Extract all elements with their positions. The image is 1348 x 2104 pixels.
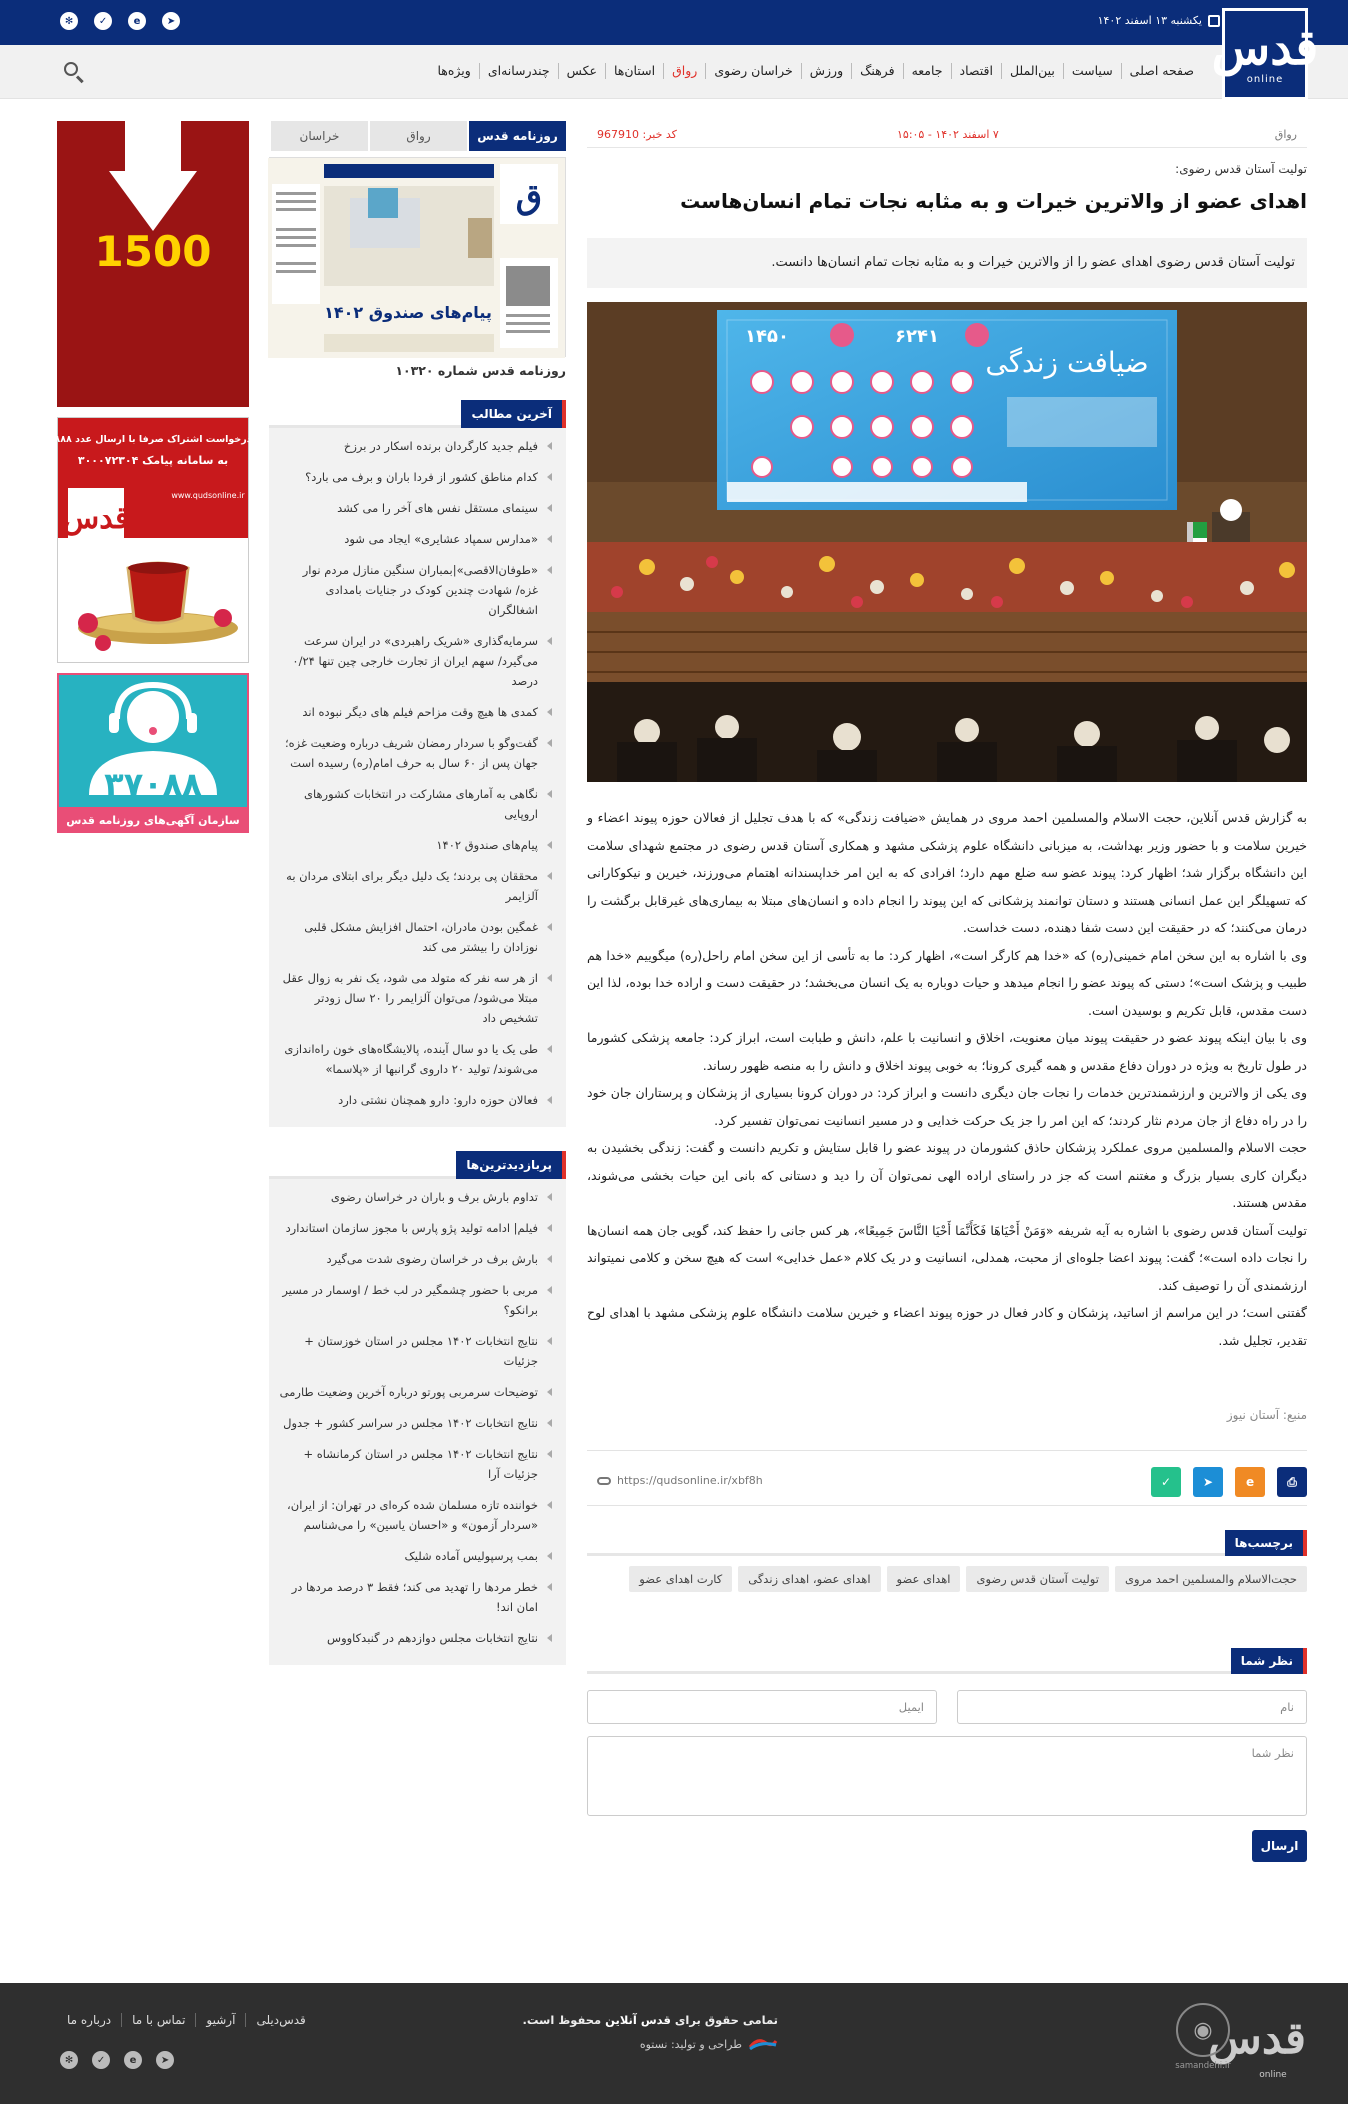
- news-code: کد خبر: 967910: [597, 128, 677, 141]
- article-body: [587, 804, 1307, 1354]
- newspaper-tabs: [269, 121, 566, 151]
- latest-item[interactable]: کمدی ها هیچ وقت مزاحم فیلم های دیگر نبوده اند: [277, 702, 552, 722]
- latest-box: [269, 400, 566, 1127]
- footer-links: [57, 2013, 316, 2027]
- latest-list: [269, 428, 566, 1110]
- email-field[interactable]: ایمیل: [587, 1690, 937, 1724]
- main-nav: [0, 45, 1348, 99]
- eitaa-icon[interactable]: e: [124, 2051, 142, 2069]
- footer: [0, 1983, 1348, 2104]
- comment-form: [587, 1690, 1307, 1862]
- footer-link[interactable]: آرشیو: [195, 2013, 245, 2027]
- middle-sidebar: [269, 121, 566, 1665]
- top-bar: [0, 0, 1348, 45]
- bale-icon[interactable]: ✓: [92, 2051, 110, 2069]
- ad-1500-number: 1500: [94, 227, 212, 276]
- footer-link[interactable]: قدس‌دیلی: [245, 2013, 315, 2027]
- ad-subscription[interactable]: [54, 417, 252, 663]
- latest-item[interactable]: «طوفان‌الاقصی»|بمباران سنگین منازل مردم نوار غزه/ شهادت چندین کودک در جنایات بامدادی اشغالگران: [277, 560, 552, 620]
- nastooh-logo-icon: [748, 2037, 778, 2051]
- search-button[interactable]: [62, 60, 86, 84]
- article-paragraph: به گزارش قدس آنلاین، حجت الاسلام والمسلمین احمد مروی در همایش «ضیافت زندگی» که با هدف تجلیل از فعالان حوزه پیوند اعضاء و خیرین سلامت و با حضور وزیر بهداشت، به میزبانی دانشگاه علوم پزشکی مشهد و همکاری آستان قدس رضوی در مجتمع شهدای سلامت این دانشگاه برگزار شد؛ اظهار کرد: پیوند عضو سه ضلع مهم دارد؛ افرادی که به این امر خداپسندانه اهتمام می‌ورزند، خیرین و نیکوکارانی که تسهیلگر این عمل انسانی هستند و دستان توانمند پزشکانی که این پیوند را انجام داده و انسان‌های مبتلا به بیماری‌های غیرقابل برگشت را درمان می‌کنند؛ که در حقیقت این دست شفا دهنده، دست خداست.: [587, 810, 1307, 935]
- svg-text:ق: ق: [515, 177, 543, 217]
- comment-textarea[interactable]: نظر شما: [587, 1736, 1307, 1816]
- latest-item[interactable]: طی یک یا دو سال آینده، پالایشگاه‌های خون راه‌اندازی می‌شوند/ تولید ۲۰ داروی گرانبها از «پلاسما»: [277, 1039, 552, 1079]
- samandehi-text: samandehi.ir: [1175, 2061, 1231, 2071]
- nav-item[interactable]: خراسان رضوی: [705, 63, 800, 79]
- nav-item[interactable]: صفحه اصلی: [1121, 63, 1202, 79]
- ad-1500[interactable]: [57, 121, 249, 407]
- article-paragraph: وی با اشاره به این سخن امام خمینی(ره) که «خدا هم کارگر است»، اظهار کرد: ما به تأسی از این سخن امام راحل(ره) میگوییم «خدا هم طبیب و پزشک است»؛ دستی که پیوند عضو را انجام میدهد و حیات دوباره به یک انسان می‌بخشد؛ در حقیقت دست و اراده خدا بوده، لذا این دست مقدس، قابل تکریم و بوسیدن است.: [587, 947, 1307, 1018]
- footer-logo[interactable]: [1208, 2007, 1306, 2081]
- nav-item[interactable]: رواق: [663, 63, 705, 79]
- designer-credit: [640, 2037, 778, 2051]
- nav-item[interactable]: ویژه‌ها: [437, 63, 471, 78]
- popular-title: پربازدیدترین‌ها: [456, 1151, 566, 1179]
- popular-item[interactable]: نتایج انتخابات مجلس دوازدهم در گنبدکاووس: [277, 1628, 552, 1648]
- ad-advertising-org[interactable]: [57, 673, 249, 833]
- latest-item[interactable]: «مدارس سمپاد عشایری» ایجاد می شود: [277, 529, 552, 549]
- aparat-icon[interactable]: ✻: [60, 2051, 78, 2069]
- eitaa-icon[interactable]: e: [128, 12, 146, 30]
- comments-title: نظر شما: [1231, 1648, 1307, 1674]
- submit-button[interactable]: ارسال: [1252, 1830, 1307, 1862]
- popular-item[interactable]: تداوم بارش برف و باران در خراسان رضوی: [277, 1187, 552, 1207]
- bale-share-icon[interactable]: ✓: [1151, 1467, 1181, 1497]
- article-paragraph: حجت الاسلام والمسلمین مروی عملکرد پزشکان حاذق کشورمان در پیوند عضو را قابل ستایش و تکریم دانست و گفت: زندگی بخشیدن به دیگران کاری بسیار بزرگ و مغتنم است که جز در راستای اراده الهی نمی‌توان آن را دید و دستانی که بانی این حیات بخشی می‌شوند، مقدس هستند.: [587, 1140, 1307, 1210]
- article-meta: [587, 118, 1307, 148]
- latest-item[interactable]: گفت‌وگو با سردار رمضان شریف درباره وضعیت غزه؛ جهان پس از ۶۰ سال به حرف امام(ره) رسیده است: [277, 733, 552, 773]
- ad-subscription-art: [54, 418, 252, 662]
- nav-item[interactable]: جامعه: [903, 63, 951, 79]
- copyright-brand[interactable]: قدس آنلاین: [605, 2013, 671, 2027]
- popular-item[interactable]: مربی با حضور چشمگیر در لب خط / اوسمار در مسیر برانکو؟: [277, 1280, 552, 1320]
- newspaper-cover[interactable]: [269, 157, 566, 357]
- telegram-share-icon[interactable]: ➤: [1193, 1467, 1223, 1497]
- cover-headline: پیام‌های صندوق ۱۴۰۲: [324, 303, 492, 322]
- ad-sub-mark: قدس: [62, 501, 130, 536]
- share-bar: [587, 1450, 1307, 1506]
- tag-list: [587, 1566, 1307, 1592]
- article-subtitle: تولیت آستان قدس رضوی:: [1175, 162, 1307, 176]
- footer-logo-sub: online: [1259, 2070, 1287, 2080]
- article-source: منبع: آستان نیوز: [1226, 1408, 1307, 1422]
- logo-mark: قدس: [1211, 19, 1319, 76]
- logo-sub: online: [1246, 73, 1284, 85]
- article-paragraph: تولیت آستان قدس رضوی با اشاره به آیه شریفه «وَمَنْ أَحْيَاهَا فَكَأَنَّمَا أَحْيَا النَّاسَ جَمِيعًا»، هر کس جانی را حفظ کند، گویی جان همه انسان‌ها را نجات داده است»؛ گفت: پیوند اعضا جلوه‌ای از محبت، همدلی، انسانیت و در یک کلام «عمل خدایی» است که هیچ سخن و کلامی نمیتواند ارزشمندی آن را توصیف کند.: [587, 1222, 1307, 1293]
- latest-item[interactable]: غمگین بودن مادران، احتمال افزایش مشکل قلبی نوزادان را بیشتر می کند: [277, 917, 552, 957]
- popular-item[interactable]: بمب پرسپولیس آماده شلیک: [277, 1546, 552, 1566]
- short-url-text: https://qudsonline.ir/xbf8h: [617, 1474, 763, 1487]
- nav-item[interactable]: استان‌ها: [605, 63, 663, 79]
- tag-chip[interactable]: اهدای عضو، اهدای زندگی: [738, 1566, 880, 1592]
- tag-chip[interactable]: اهدای عضو: [887, 1566, 961, 1592]
- telegram-icon[interactable]: ➤: [156, 2051, 174, 2069]
- comments-header: [587, 1648, 1307, 1674]
- tags-title: برچسب‌ها: [1225, 1530, 1307, 1556]
- tag-chip[interactable]: تولیت آستان قدس رضوی: [966, 1566, 1108, 1592]
- popular-item[interactable]: فیلم| ادامه تولید پژو پارس با مجوز سازمان استاندارد: [277, 1218, 552, 1238]
- article-paragraph: وی یکی از والاترین و ارزشمندترین خدمات را نجات جان دیگری دانست و ابراز کرد: در دوران کرونا بسیاری از پزشکان و پرستاران جان خود را در راه دفاع از جان مردم نثار کردند؛ که این امر را جز یک حرکت خدایی و در مسیر انسانیت نمی‌توان تفسیر کرد.: [587, 1085, 1307, 1128]
- newspaper-caption[interactable]: روزنامه قدس شماره ۱۰۳۲۰: [395, 363, 566, 378]
- article-lead: تولیت آستان قدس رضوی اهدای عضو را از والاترین خیرات و به مثابه نجات تمام انسان‌ها دانست.: [587, 238, 1307, 288]
- latest-item[interactable]: از هر سه نفر که متولد می شود، یک نفر به زوال عقل مبتلا می‌شود/ می‌توان آلزایمر را ۲۰ سال زودتر تشخیص داد: [277, 968, 552, 1028]
- latest-item[interactable]: فعالان حوزه دارو: دارو همچنان نشتی دارد: [277, 1090, 552, 1110]
- popular-item[interactable]: بارش برف در خراسان رضوی شدت می‌گیرد: [277, 1249, 552, 1269]
- tag-chip[interactable]: کارت اهدای عضو: [629, 1566, 732, 1592]
- article-photo: [587, 302, 1307, 782]
- ad-advertising-caption: سازمان آگهی‌های روزنامه قدس: [66, 814, 240, 827]
- newspaper-tab[interactable]: خراسان: [269, 121, 368, 151]
- popular-item[interactable]: نتایج انتخابات ۱۴۰۲ مجلس در استان خوزستان + جزئیات: [277, 1331, 552, 1371]
- designer-text[interactable]: طراحی و تولید: نستوه: [639, 2037, 742, 2051]
- popular-list: [269, 1179, 566, 1648]
- banner-title: ضیافت زندگی: [985, 346, 1149, 379]
- ad-sub-line2: به سامانه پیامک ۳۰۰۰۷۲۳۰۴: [77, 454, 229, 467]
- link-icon: [597, 1477, 611, 1485]
- short-url[interactable]: [597, 1474, 763, 1487]
- newspaper-cover-image: [268, 158, 565, 358]
- name-field[interactable]: نام: [957, 1690, 1307, 1724]
- nav-item[interactable]: ورزش: [801, 63, 851, 79]
- article-paragraph: گفتنی است؛ در این مراسم از اساتید، پزشکان و کادر فعال در حوزه پیوند اعضاء و خیرین سلامت دانشگاه علوم پزشکی مشهد با اهدای لوح تقدیر، تجلیل شد.: [587, 1305, 1307, 1348]
- ad-1500-art: [57, 121, 249, 407]
- copyright: تمامی حقوق برای قدس آنلاین محفوظ است.: [522, 2013, 778, 2027]
- date-display: [1098, 14, 1220, 27]
- nav-item[interactable]: بین‌الملل: [1001, 63, 1063, 79]
- share-buttons: [1151, 1467, 1307, 1497]
- footer-socials: [60, 2051, 174, 2069]
- ceremony-photo: [587, 302, 1307, 782]
- popular-item[interactable]: نتایج انتخابات ۱۴۰۲ مجلس در سراسر کشور + جدول: [277, 1413, 552, 1433]
- newspaper-tab[interactable]: روزنامه قدس: [467, 121, 566, 151]
- latest-item[interactable]: کدام مناطق کشور از فردا باران و برف می بارد؟: [277, 467, 552, 487]
- nav-item[interactable]: اقتصاد: [951, 63, 1001, 79]
- ad-sub-line1: درخواست اشتراک صرفا با ارسال عدد ۸۸۸: [54, 434, 252, 445]
- latest-item[interactable]: پیام‌های صندوق ۱۴۰۲: [277, 835, 552, 855]
- ad-advertising-number: ۳۷۰۸۸: [104, 765, 202, 803]
- nav-item[interactable]: عکس: [558, 63, 605, 79]
- nav-item[interactable]: فرهنگ: [851, 63, 902, 79]
- tag-chip[interactable]: حجت‌الاسلام والمسلمین احمد مروی: [1115, 1566, 1307, 1592]
- site-logo[interactable]: [1211, 8, 1319, 100]
- latest-item[interactable]: محققان پی بردند؛ یک دلیل دیگر برای ابتلای مردان به آلزایمر: [277, 866, 552, 906]
- footer-link[interactable]: تماس با ما: [121, 2013, 195, 2027]
- ad-advertising-art: [59, 675, 247, 831]
- telegram-icon[interactable]: ➤: [162, 12, 180, 30]
- latest-item[interactable]: فیلم جدید کارگردان برنده اسکار در برزخ: [277, 436, 552, 456]
- latest-item[interactable]: سرمایه‌گذاری «شریک راهبردی» در ایران سرعت می‌گیرد/ سهم ایران از تجارت خارجی چین تنها ۰/۲۴ درصد: [277, 631, 552, 691]
- bale-icon[interactable]: ✓: [94, 12, 112, 30]
- ads-column: [54, 121, 252, 833]
- aparat-icon[interactable]: ✻: [60, 12, 78, 30]
- print-icon[interactable]: ⎙: [1277, 1467, 1307, 1497]
- popular-item[interactable]: نتایج انتخابات ۱۴۰۲ مجلس در استان کرمانشاه + جزئیات آرا: [277, 1444, 552, 1484]
- nav-list: [429, 63, 1202, 79]
- banner-stat-right: ۱۴۵۰: [745, 326, 789, 347]
- eitaa-share-icon[interactable]: e: [1235, 1467, 1265, 1497]
- popular-item[interactable]: توضیحات سرمربی پورتو درباره آخرین وضعیت طارمی: [277, 1382, 552, 1402]
- article-headline: اهدای عضو از والاترین خیرات و به مثابه نجات تمام انسان‌هاست: [680, 189, 1307, 213]
- footer-logo-mark: قدس: [1208, 2013, 1306, 2064]
- popular-box: [269, 1151, 566, 1665]
- latest-item[interactable]: نگاهی به آمارهای مشارکت در انتخابات کشورهای اروپایی: [277, 784, 552, 824]
- newspaper-tab[interactable]: رواق: [368, 121, 467, 151]
- samandehi-icon[interactable]: ◉: [1176, 2003, 1230, 2057]
- ad-sub-site: www.qudsonline.ir: [171, 491, 245, 500]
- latest-item[interactable]: سینمای مستقل نفس های آخر را می کشد: [277, 498, 552, 518]
- latest-title: آخرین مطالب: [461, 400, 566, 428]
- popular-item[interactable]: خطر مردها را تهدید می کند؛ فقط ۳ درصد مردها در امان اند!: [277, 1577, 552, 1617]
- nav-item[interactable]: چندرسانه‌ای: [479, 63, 558, 79]
- banner-stat-left: ۶۲۴۱: [895, 326, 939, 347]
- footer-link[interactable]: درباره ما: [67, 2013, 112, 2027]
- popular-item[interactable]: خواننده تازه مسلمان شده کره‌ای در تهران: از ایران، «سردار آزمون» و «احسان یاسین» را می‌شناسم: [277, 1495, 552, 1535]
- article: [587, 118, 1307, 1862]
- header-socials: [60, 12, 180, 30]
- nav-item[interactable]: سیاست: [1063, 63, 1121, 79]
- date-text: یکشنبه ۱۳ اسفند ۱۴۰۲: [1097, 14, 1202, 27]
- search-icon: [64, 62, 78, 76]
- publish-date: ۷ اسفند ۱۴۰۲ - ۱۵:۰۵: [897, 128, 999, 141]
- article-paragraph: وی با بیان اینکه پیوند عضو در حقیقت پیوند میان معنویت، اخلاق و انسانیت با علم، دانش و طبابت است، ابراز کرد: جامعه پزشکی کشورما در طول تاریخ به ویژه در دوران دفاع مقدس و همه گیری کرونا؛ به خوبی پیوند اخلاق و دانش را به منصه ظهور رساند.: [587, 1030, 1307, 1073]
- article-category[interactable]: رواق: [1274, 128, 1297, 141]
- tags-header: [587, 1530, 1307, 1556]
